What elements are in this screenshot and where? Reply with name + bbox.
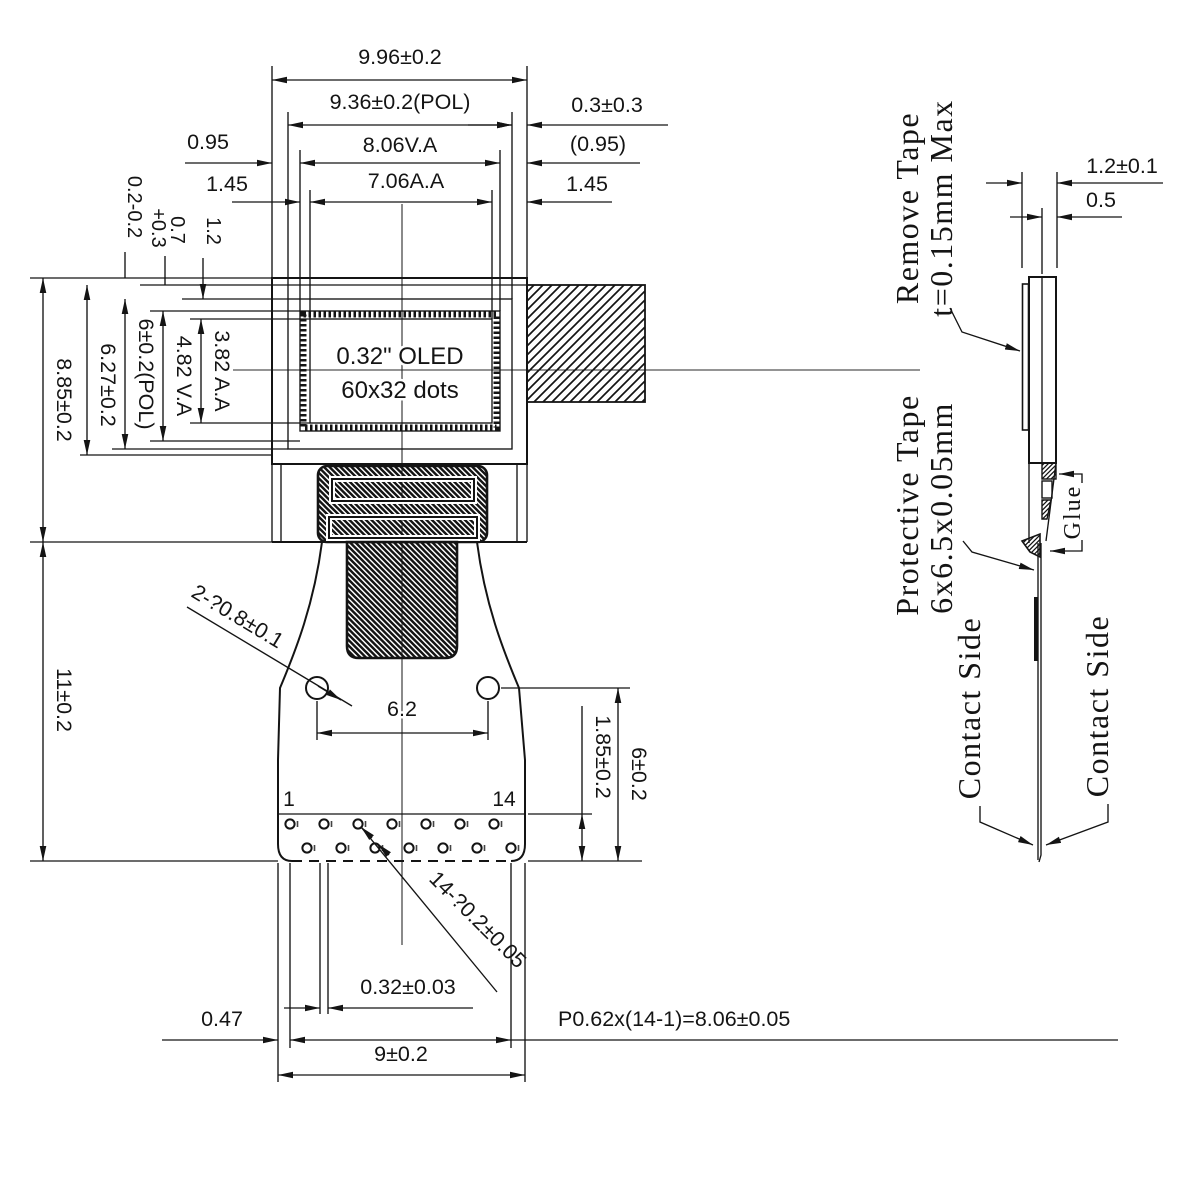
- dim-03: 0.3±0.3: [571, 93, 643, 117]
- viewing-area-dotted-band: [304, 315, 497, 428]
- protective-tape-leader: [963, 541, 1034, 570]
- contact-side-left-leader: [980, 806, 1033, 845]
- remove-tape-label-line2: t=0.15mm Max: [923, 99, 959, 317]
- tolerance-arrows: [125, 252, 203, 299]
- dim-032: 0.32±0.03: [360, 975, 456, 999]
- bottom-dimensions: [162, 863, 1118, 1082]
- dim-482: 4.82 V.A: [172, 335, 196, 417]
- fpc-stiffener-bar: [1034, 597, 1038, 661]
- dim-047: 0.47: [201, 1007, 243, 1031]
- glue-gap-box: [1042, 481, 1052, 498]
- dim-627: 6.27±0.2: [96, 343, 120, 427]
- dim-706: 7.06A.A: [367, 169, 445, 193]
- active-area-outline: [310, 319, 492, 423]
- protective-tape-label-line2: 6x6.5x0.05mm: [923, 402, 959, 614]
- contact-side-left-label: Contact Side: [951, 616, 987, 800]
- contact-pads-top-row: [285, 819, 498, 828]
- dim-936: 9.36±0.2(POL): [329, 90, 471, 114]
- fpc-tail-right-edge: [477, 542, 525, 861]
- fpc-block-lower: [347, 542, 457, 658]
- dim-9: 9±0.2: [374, 1042, 428, 1066]
- side-extension-lines: [1022, 172, 1057, 274]
- contact-side-right-label: Contact Side: [1079, 614, 1115, 798]
- dim-145l: 1.45: [206, 172, 248, 196]
- contact-side-right-leader: [1046, 804, 1108, 845]
- dim-996: 9.96±0.2: [358, 45, 442, 69]
- dim-pitch: P0.62x(14-1)=8.06±0.05: [558, 1007, 791, 1031]
- protective-tape-front: [527, 285, 645, 402]
- dim-07: 0.7: [166, 216, 188, 244]
- dim-6pol: 6±0.2(POL): [134, 318, 158, 430]
- dim-tol-plus: +0.3: [147, 208, 169, 248]
- dim-806: 8.06V.A: [362, 133, 438, 157]
- protective-tape-label-line1: Protective Tape: [889, 394, 925, 616]
- dim-62: 6.2: [387, 697, 417, 721]
- fpc-tail-left-edge: [278, 542, 322, 861]
- left-dimensions: [30, 176, 310, 861]
- dim-pads: 14-?0.2±0.05: [424, 866, 531, 974]
- front-view: [233, 204, 920, 945]
- screen-resolution-label: 60x32 dots: [341, 377, 459, 404]
- dim-6: 6±0.2: [627, 747, 651, 801]
- pin-14-label: 14: [492, 788, 516, 811]
- dim-382: 3.82 A.A: [210, 330, 234, 412]
- dim-095r: (0.95): [569, 132, 627, 156]
- alignment-hole-right: [477, 677, 499, 699]
- glue-leader-bottom: [1050, 540, 1082, 551]
- screen-size-label: 0.32" OLED: [336, 343, 464, 370]
- dim-885: 8.85±0.2: [52, 358, 76, 442]
- pads-leader-arrow1: [361, 827, 372, 838]
- contact-pads-bottom-row: [302, 843, 515, 852]
- dim-holes: 2-?0.8±0.1: [187, 579, 288, 654]
- glue-label: Glue: [1060, 484, 1086, 540]
- dim-185: 1.85±0.2: [591, 715, 615, 799]
- pin-1-label: 1: [283, 788, 295, 811]
- dim-tol-main: 0.2-0.2: [123, 175, 145, 239]
- remove-tape-leader: [950, 308, 1020, 351]
- fold-wedge: [1022, 534, 1040, 557]
- dim-12t: 1.2±0.1: [1086, 154, 1158, 178]
- dim-11: 11±0.2: [52, 667, 76, 733]
- dim-095l: 0.95: [187, 130, 229, 154]
- viewing-area-outer: [300, 311, 500, 431]
- dim-05: 0.5: [1086, 188, 1116, 212]
- remove-tape-label-line1: Remove Tape: [889, 111, 925, 305]
- remove-tape-strip: [1023, 284, 1029, 430]
- dim-145r: 1.45: [566, 172, 608, 196]
- fpc-side-lines: [1038, 543, 1041, 862]
- glue-leader-top: [1059, 474, 1082, 483]
- side-view: [889, 99, 1163, 862]
- dim-12: 1.2: [202, 217, 224, 245]
